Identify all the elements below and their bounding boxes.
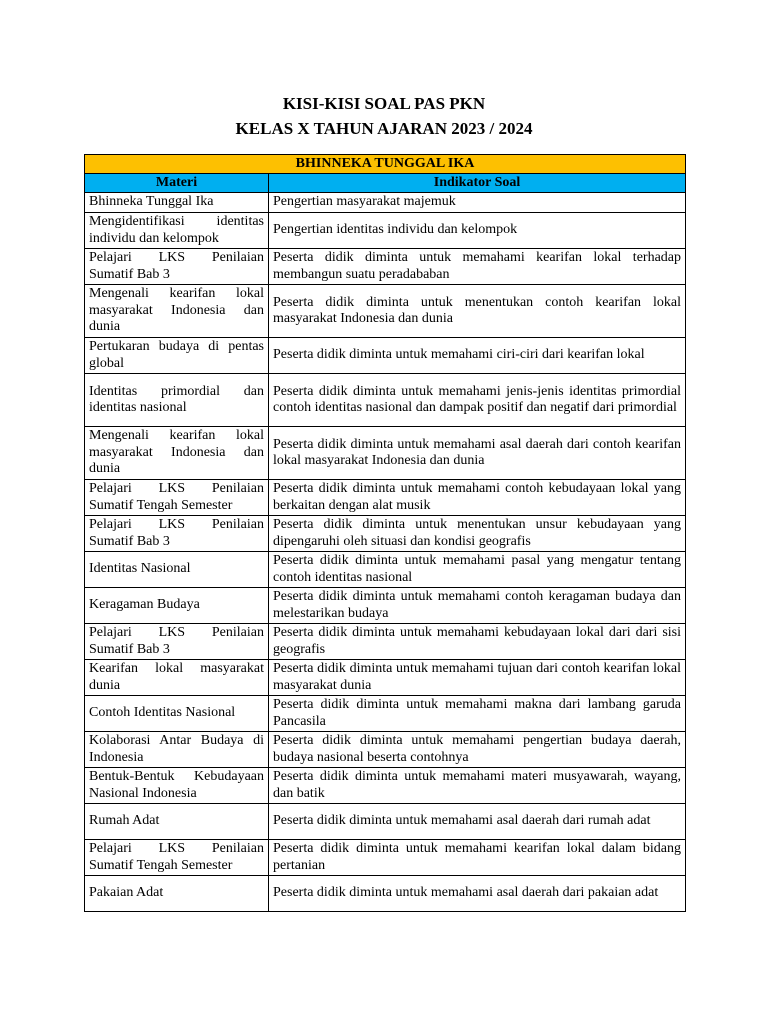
materi-cell: Mengenali kearifan lokal masyarakat Indonesia dan dunia xyxy=(85,285,269,338)
indikator-cell: Peserta didik diminta untuk memahami pasal yang mengatur tentang contoh identitas nasional xyxy=(269,552,686,588)
table-row xyxy=(85,804,686,840)
indikator-cell: Peserta didik diminta untuk memahami asal daerah dari pakaian adat xyxy=(269,876,686,912)
column-header-indikator: Indikator Soal xyxy=(269,174,686,193)
indikator-cell: Peserta didik diminta untuk memahami tujuan dari contoh kearifan lokal masyarakat dunia xyxy=(269,660,686,696)
materi-cell: Identitas primordial dan identitas nasional xyxy=(85,374,269,427)
materi-cell: Kolaborasi Antar Budaya di Indonesia xyxy=(85,732,269,768)
table-row xyxy=(85,285,686,338)
indikator-cell: Peserta didik diminta untuk memahami asal daerah dari contoh kearifan lokal masyarakat Indonesia dan dunia xyxy=(269,427,686,480)
materi-cell: Pakaian Adat xyxy=(85,876,269,912)
indikator-cell: Peserta didik diminta untuk memahami ciri-ciri dari kearifan lokal xyxy=(269,338,686,374)
indikator-cell: Peserta didik diminta untuk memahami kebudayaan lokal dari dari sisi geografis xyxy=(269,624,686,660)
materi-cell: Pelajari LKS Penilaian Sumatif Bab 3 xyxy=(85,249,269,285)
table-row xyxy=(85,374,686,427)
materi-cell: Rumah Adat xyxy=(85,804,269,840)
materi-cell: Pelajari LKS Penilaian Sumatif Tengah Semester xyxy=(85,840,269,876)
materi-cell: Mengidentifikasi identitas individu dan kelompok xyxy=(85,213,269,249)
document-title: KISI-KISI SOAL PAS PKN xyxy=(282,94,486,113)
indikator-cell: Pengertian identitas individu dan kelompok xyxy=(269,213,686,249)
table-row xyxy=(85,338,686,374)
materi-cell: Identitas Nasional xyxy=(85,552,269,588)
materi-cell: Pelajari LKS Penilaian Sumatif Bab 3 xyxy=(85,516,269,552)
indikator-cell: Peserta didik diminta untuk menentukan contoh kearifan lokal masyarakat Indonesia dan dunia xyxy=(269,285,686,338)
document-subtitle: KELAS X TAHUN AJARAN 2023 / 2024 xyxy=(235,119,533,138)
indikator-cell: Peserta didik diminta untuk memahami materi musyawarah, wayang, dan batik xyxy=(269,768,686,804)
indikator-cell: Peserta didik diminta untuk memahami contoh kebudayaan lokal yang berkaitan dengan alat musik xyxy=(269,480,686,516)
indikator-cell: Peserta didik diminta untuk memahami kearifan lokal dalam bidang pertanian xyxy=(269,840,686,876)
materi-cell: Contoh Identitas Nasional xyxy=(85,696,269,732)
table-row xyxy=(85,768,686,804)
table-row xyxy=(85,696,686,732)
indikator-cell: Peserta didik diminta untuk memahami kearifan lokal terhadap membangun suatu peradababan xyxy=(269,249,686,285)
table-row xyxy=(85,213,686,249)
kisi-kisi-table xyxy=(84,154,686,912)
indikator-cell: Peserta didik diminta untuk memahami contoh keragaman budaya dan melestarikan budaya xyxy=(269,588,686,624)
materi-cell: Kearifan lokal masyarakat dunia xyxy=(85,660,269,696)
materi-cell: Keragaman Budaya xyxy=(85,588,269,624)
materi-cell: Pertukaran budaya di pentas global xyxy=(85,338,269,374)
table-row xyxy=(85,876,686,912)
table-row xyxy=(85,552,686,588)
table-row xyxy=(85,193,686,213)
indikator-cell: Peserta didik diminta untuk menentukan unsur kebudayaan yang dipengaruhi oleh situasi dan kondisi geografis xyxy=(269,516,686,552)
indikator-cell: Peserta didik diminta untuk memahami jenis-jenis identitas primordial contoh identitas nasional dan dampak positif dan negatif dari primordial xyxy=(269,374,686,427)
column-header-row xyxy=(85,174,686,193)
materi-cell: Pelajari LKS Penilaian Sumatif Bab 3 xyxy=(85,624,269,660)
indikator-cell: Peserta didik diminta untuk memahami asal daerah dari rumah adat xyxy=(269,804,686,840)
table-row xyxy=(85,840,686,876)
table-row xyxy=(85,249,686,285)
column-header-materi: Materi xyxy=(85,174,269,193)
section-title: BHINNEKA TUNGGAL IKA xyxy=(85,155,686,174)
section-header-row xyxy=(85,155,686,174)
materi-cell: Pelajari LKS Penilaian Sumatif Tengah Semester xyxy=(85,480,269,516)
materi-cell: Bhinneka Tunggal Ika xyxy=(85,193,269,213)
indikator-cell: Peserta didik diminta untuk memahami pengertian budaya daerah, budaya nasional beserta contohnya xyxy=(269,732,686,768)
table-row xyxy=(85,516,686,552)
table-row xyxy=(85,732,686,768)
table-row xyxy=(85,624,686,660)
materi-cell: Bentuk-Bentuk Kebudayaan Nasional Indonesia xyxy=(85,768,269,804)
table-row xyxy=(85,588,686,624)
indikator-cell: Pengertian masyarakat majemuk xyxy=(269,193,686,213)
table-row xyxy=(85,660,686,696)
table-row xyxy=(85,427,686,480)
table-row xyxy=(85,480,686,516)
indikator-cell: Peserta didik diminta untuk memahami makna dari lambang garuda Pancasila xyxy=(269,696,686,732)
materi-cell: Mengenali kearifan lokal masyarakat Indonesia dan dunia xyxy=(85,427,269,480)
